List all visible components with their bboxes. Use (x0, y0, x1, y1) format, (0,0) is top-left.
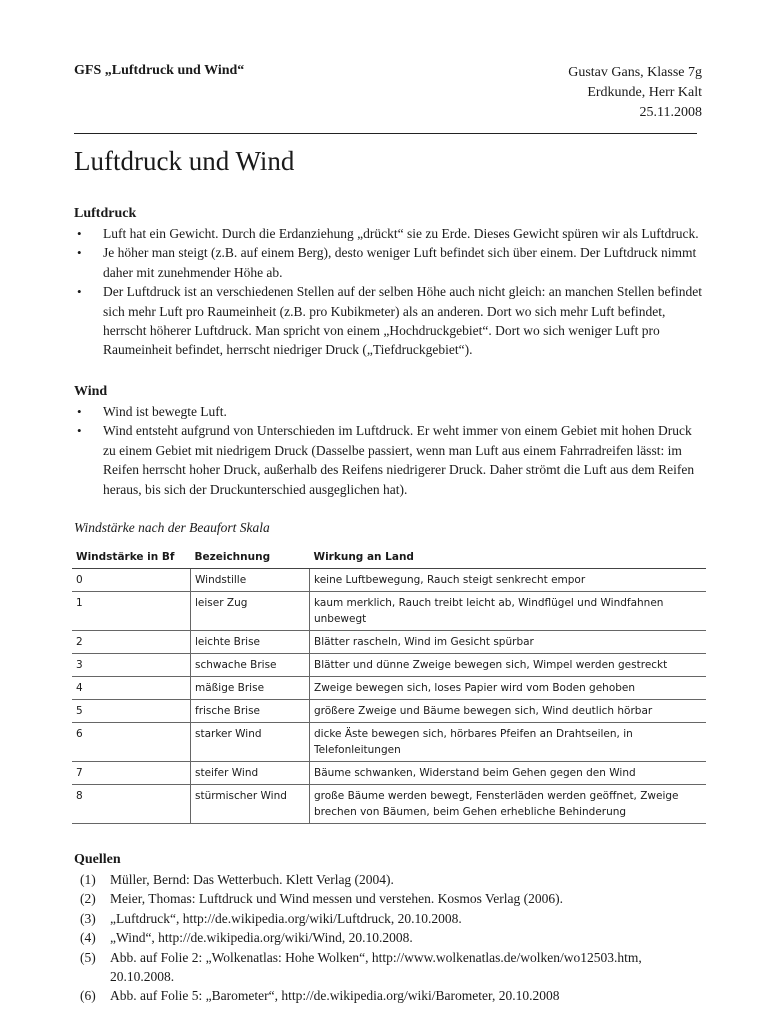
sources-section (74, 852, 704, 1006)
list-item (74, 243, 704, 282)
table-cell: 5 (72, 700, 191, 723)
list-number: (1) (80, 872, 96, 887)
header-rule (74, 133, 697, 134)
header-right (568, 63, 702, 123)
table-cell: 0 (72, 569, 191, 592)
table-caption: Windstärke nach der Beaufort Skala (74, 520, 270, 535)
table-row (72, 569, 706, 592)
table-cell: leiser Zug (191, 592, 310, 631)
bullet-icon: • (77, 245, 82, 261)
table-row (72, 785, 706, 824)
list-item-text: Müller, Bernd: Das Wetterbuch. Klett Verlag (2004). (110, 872, 394, 887)
bullet-list (74, 402, 704, 499)
table-row (72, 654, 706, 677)
list-item-text: Wind ist bewegte Luft. (103, 404, 227, 419)
bullet-list (74, 224, 704, 360)
table-row (72, 592, 706, 631)
list-number: (5) (80, 949, 96, 965)
column-header: Bezeichnung (191, 546, 310, 569)
column-header: Wirkung an Land (310, 546, 707, 569)
list-number: (2) (80, 891, 96, 907)
table-cell: 7 (72, 762, 191, 785)
table-cell: Zweige bewegen sich, loses Papier wird vom Boden gehoben (310, 677, 707, 700)
table-cell: kaum merklich, Rauch treibt leicht ab, Windflügel und Windfahnen unbewegt (310, 592, 707, 631)
table-cell: 1 (72, 592, 191, 631)
list-item (74, 986, 704, 1005)
list-item (74, 224, 704, 243)
list-item (74, 282, 704, 360)
table-row (72, 631, 706, 654)
list-item (74, 889, 704, 908)
table-cell: 2 (72, 631, 191, 654)
table-cell: stürmischer Wind (191, 785, 310, 824)
list-item (74, 928, 704, 947)
section-wind (74, 384, 704, 499)
list-item-text: Abb. auf Folie 5: „Barometer“, http://de.wikipedia.org/wiki/Barometer, 20.10.2008 (110, 988, 560, 1004)
list-item (74, 421, 704, 499)
bullet-icon: • (77, 226, 82, 241)
list-item-text: Meier, Thomas: Luftdruck und Wind messen und verstehen. Kosmos Verlag (2006). (110, 891, 563, 907)
table-row (72, 723, 706, 762)
table-cell: 3 (72, 654, 191, 677)
table-cell: frische Brise (191, 700, 310, 723)
list-item (74, 402, 704, 421)
table-cell: größere Zweige und Bäume bewegen sich, Wind deutlich hörbar (310, 700, 707, 723)
table-cell: leichte Brise (191, 631, 310, 654)
table-cell: Windstille (191, 569, 310, 592)
list-item-text: Wind entsteht aufgrund von Unterschieden im Luftdruck. Er weht immer von einem Gebiet mit hohen Druck zu einem Gebiet mit niedrigem Druck (Dasselbe passiert, wenn man Luft aus einem Fahrradreifen lässt: im Reifen herrscht hoher Druck, außerhalb des Reifens niedrigerer Druck. Daher strömt die Luft aus dem Reifen heraus, bis sich der Druckunterschied ausgeglichen hat). (103, 423, 695, 497)
list-item (74, 870, 704, 889)
list-item (74, 948, 704, 987)
header-date: 25.11.2008 (639, 105, 702, 120)
table-cell: mäßige Brise (191, 677, 310, 700)
page-title: Luftdruck und Wind (74, 146, 295, 176)
list-item-text: „Luftdruck“, http://de.wikipedia.org/wiki/Luftdruck, 20.10.2008. (110, 910, 462, 926)
section-heading: Quellen (74, 852, 121, 867)
table-cell: 8 (72, 785, 191, 824)
table-row (72, 677, 706, 700)
header-author: Gustav Gans, Klasse 7g (568, 65, 702, 80)
column-header: Windstärke in Bf (72, 546, 191, 569)
table-row (72, 700, 706, 723)
table-cell: dicke Äste bewegen sich, hörbares Pfeifen an Drahtseilen, in Telefonleitungen (310, 723, 707, 762)
list-item-text: Abb. auf Folie 2: „Wolkenatlas: Hohe Wolken“, http://www.wolkenatlas.de/wolken/wo12503.htm, 20.10.2008. (110, 949, 642, 985)
list-number: (6) (80, 988, 96, 1004)
beaufort-table (72, 546, 706, 824)
table-row (72, 762, 706, 785)
table-cell: starker Wind (191, 723, 310, 762)
list-item-text: „Wind“, http://de.wikipedia.org/wiki/Wind, 20.10.2008. (110, 930, 413, 946)
list-item (74, 909, 704, 928)
bullet-icon: • (77, 284, 82, 300)
list-item-text: Der Luftdruck ist an verschiedenen Stellen auf der selben Höhe auch nicht gleich: an manchen Stellen befindet sich mehr Luft pro Raumeinheit (z.B. pro Kubikmeter) als an anderen. Dort wo sich mehr Luft befindet, herrscht höherer Luftdruck. Man spricht von einem „Hochdruckgebiet“. Dort wo sich weniger Luft pro Raumeinheit befindet, herrscht niedriger Druck („Tiefdruckgebiet“). (103, 284, 703, 358)
table-cell: Blätter rascheln, Wind im Gesicht spürbar (310, 631, 707, 654)
section-luftdruck (74, 206, 704, 360)
table-cell: schwache Brise (191, 654, 310, 677)
header-subject: Erdkunde, Herr Kalt (587, 85, 702, 100)
table-header-row (72, 546, 706, 569)
section-heading: Luftdruck (74, 206, 137, 221)
bullet-icon: • (77, 423, 82, 439)
list-item-text: Je höher man steigt (z.B. auf einem Berg), desto weniger Luft befindet sich über einem. Der Luftdruck nimmt daher mit zunehmender Höhe ab. (103, 245, 697, 280)
sources-list (74, 870, 704, 1006)
table-cell: steifer Wind (191, 762, 310, 785)
table-cell: Bäume schwanken, Widerstand beim Gehen gegen den Wind (310, 762, 707, 785)
list-number: (3) (80, 910, 96, 926)
list-item-text: Luft hat ein Gewicht. Durch die Erdanziehung „drückt“ sie zu Erde. Dieses Gewicht spüren wir als Luftdruck. (103, 226, 699, 241)
table-cell: Blätter und dünne Zweige bewegen sich, Wimpel werden gestreckt (310, 654, 707, 677)
table-cell: 6 (72, 723, 191, 762)
table-cell: große Bäume werden bewegt, Fensterläden werden geöffnet, Zweige brechen von Bäumen, beim Gehen erhebliche Behinderung (310, 785, 707, 824)
list-number: (4) (80, 930, 96, 946)
header-left: GFS „Luftdruck und Wind“ (74, 63, 245, 78)
table-cell: keine Luftbewegung, Rauch steigt senkrecht empor (310, 569, 707, 592)
bullet-icon: • (77, 404, 82, 419)
table-cell: 4 (72, 677, 191, 700)
section-heading: Wind (74, 384, 108, 399)
